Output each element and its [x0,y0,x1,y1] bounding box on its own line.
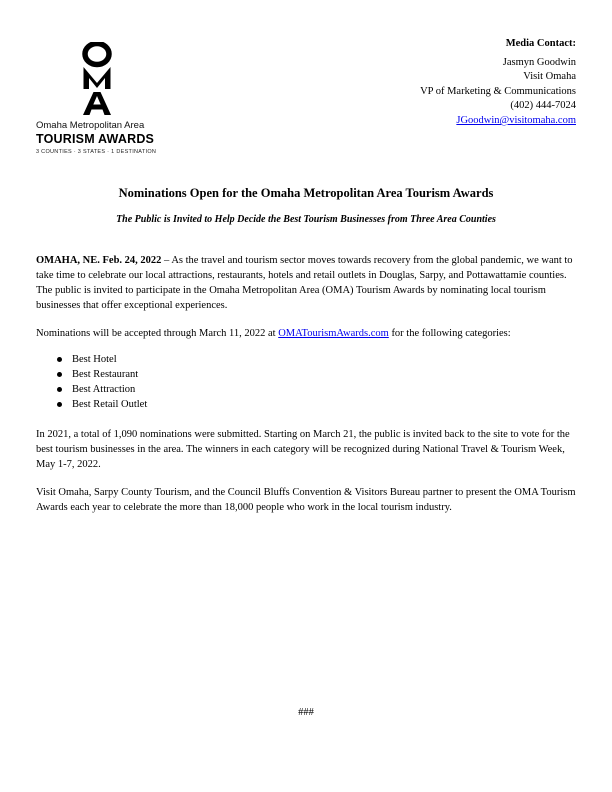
contact-title: VP of Marketing & Communications [420,85,576,97]
media-contact-block [420,37,576,129]
end-of-release-mark: ### [298,707,314,718]
paragraph-voting: In 2021, a total of 1,090 nominations were submitted. Starting on March 21, the public is invited back to the site to vote for the best tourism businesses in the area. The winners in each category will be recognized during National Travel & Tourism Week, May 1-7, 2022. [36,429,570,470]
paragraph-nominations-text-before: Nominations will be accepted through March 11, 2022 at [36,328,279,339]
contact-phone: (402) 444-7024 [510,100,576,112]
press-release-subheadline: The Public is Invited to Help Decide the Best Tourism Businesses from Three Area Counties [116,214,496,225]
oma-tourism-awards-link[interactable]: OMATourismAwards.com [278,328,389,339]
logo-text-metro-area: Omaha Metropolitan Area [36,120,145,131]
contact-organization: Visit Omaha [523,71,576,83]
list-item: Best Hotel [72,352,576,367]
paragraph-nominations [36,326,576,341]
list-item: Best Retail Outlet [72,397,576,412]
press-release-headline: Nominations Open for the Omaha Metropolitan Area Tourism Awards [118,186,494,200]
list-item: Best Attraction [72,382,576,397]
categories-list [36,352,576,412]
oma-logo-mark [82,42,112,116]
oma-tourism-awards-logo [36,42,176,155]
logo-tagline: 3 COUNTIES · 3 STATES · 1 DESTINATION [36,149,157,155]
contact-email-link[interactable]: JGoodwin@visitomaha.com [456,114,576,126]
contact-name: Jasmyn Goodwin [502,56,576,68]
dateline: OMAHA, NE. Feb. 24, 2022 [36,255,162,266]
list-item: Best Restaurant [72,367,576,382]
media-contact-label: Media Contact: [505,38,576,49]
press-release-body [36,253,576,528]
paragraph-nominations-text-after: for the following categories: [388,328,511,339]
paragraph-intro [36,253,576,313]
paragraph-partners: Visit Omaha, Sarpy County Tourism, and the Council Bluffs Convention & Visitors Bureau partner to present the OMA Tourism Awards each year to celebrate the more than 18,000 people who work in the local tourism industry. [36,487,576,513]
logo-text-tourism-awards: TOURISM AWARDS [36,132,155,146]
paragraph-intro-text: – As the travel and tourism sector moves towards recovery from the global pandemic, we want to take time to celebrate our local attractions, restaurants, hotels and retail outlets in Douglas, Sarpy, and Pottawattamie counties. The public is invited to participate in the Omaha Metropolitan Area (OMA) Tourism Awards by nominating local tourism businesses that offer exceptional experiences. [36,255,573,311]
